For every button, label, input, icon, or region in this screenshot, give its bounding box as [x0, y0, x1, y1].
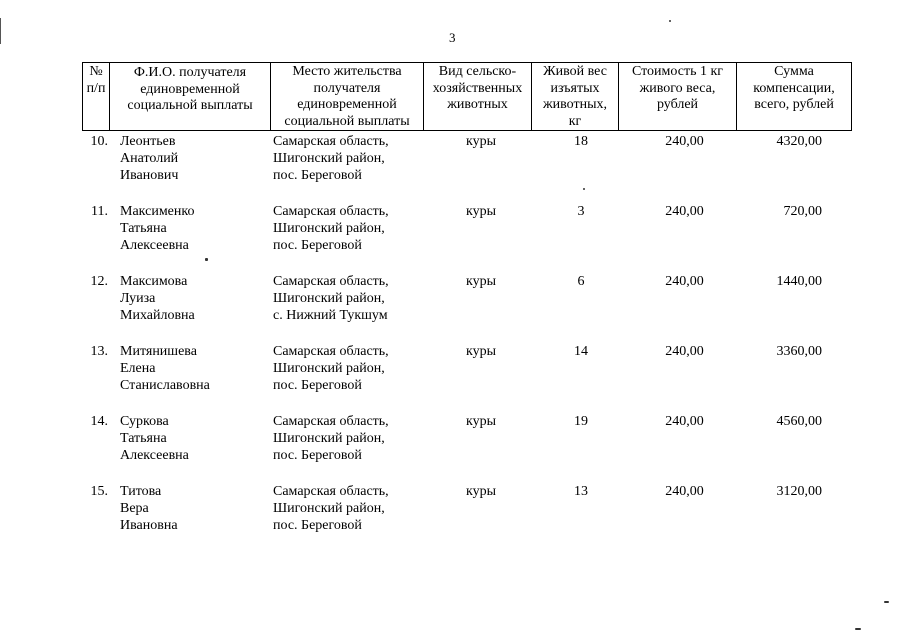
compensation-total: 3120,00: [776, 484, 822, 499]
table-row: [0, 133, 905, 193]
scan-edge-line: [0, 18, 1, 44]
row-number: 12.: [90, 274, 108, 289]
animal-type: куры: [465, 484, 496, 499]
residence: [273, 413, 418, 465]
recipient-name-line: Татьяна: [120, 221, 167, 237]
scan-speck: [855, 628, 861, 630]
recipient-name-line: Ивановна: [120, 518, 178, 534]
animal-type: куры: [465, 274, 496, 289]
scan-speck: [205, 258, 208, 261]
table-row: [0, 483, 905, 543]
row-number: 15.: [90, 484, 108, 499]
recipient-name: [120, 133, 265, 185]
header-line: изъятых: [550, 80, 600, 96]
residence-line: Самарская область,: [273, 344, 389, 359]
live-weight: 19: [574, 414, 588, 429]
row-number: 11.: [91, 204, 108, 219]
compensation-total: 3360,00: [776, 344, 822, 359]
residence-line: Самарская область,: [273, 134, 389, 149]
residence-line: с. Нижний Тукшум: [273, 308, 388, 324]
residence-line: Шигонский район,: [273, 151, 385, 167]
header-line: Стоимость 1 кг: [631, 64, 724, 79]
header-cell-price-per-kg: [619, 63, 737, 131]
recipient-name-line: Максимова: [120, 274, 188, 289]
header-line: Вид сельско-: [438, 64, 517, 79]
table-header: [82, 62, 852, 131]
residence: [273, 273, 418, 325]
recipient-name-line: Максименко: [120, 204, 195, 219]
header-line: п/п: [86, 80, 106, 96]
recipient-name-line: Анатолий: [120, 151, 179, 167]
header-cell-live-weight: [532, 63, 619, 131]
price-per-kg: 240,00: [665, 344, 704, 359]
header-line: социальной выплаты: [127, 98, 253, 113]
header-line: живого веса,: [639, 80, 716, 96]
table-row: [0, 273, 905, 333]
residence-line: пос. Береговой: [273, 238, 362, 254]
header-line: социальной выплаты: [284, 113, 410, 129]
recipient-name-line: Алексеевна: [120, 448, 189, 464]
price-per-kg: 240,00: [665, 414, 704, 429]
recipient-name-line: Луиза: [120, 291, 156, 307]
residence-line: пос. Береговой: [273, 378, 362, 394]
header-line: животных,: [542, 97, 607, 112]
compensation-total: 1440,00: [776, 274, 822, 289]
residence-line: Самарская область,: [273, 204, 389, 219]
residence: [273, 203, 418, 255]
animal-type: куры: [465, 414, 496, 429]
page-number: 3: [449, 30, 456, 45]
residence-line: Самарская область,: [273, 414, 389, 429]
header-line: получателя: [313, 80, 381, 96]
residence: [273, 133, 418, 185]
recipient-name-line: Митянишева: [120, 344, 197, 359]
header-line: Сумма: [774, 64, 814, 79]
residence-line: пос. Береговой: [273, 518, 362, 534]
header-row: [83, 63, 852, 131]
header-line: №: [89, 64, 103, 79]
residence-line: Шигонский район,: [273, 291, 385, 307]
residence: [273, 483, 418, 535]
header-cell-recipient-name: [110, 63, 271, 131]
live-weight: 14: [574, 344, 588, 359]
residence-line: Самарская область,: [273, 484, 389, 499]
animal-type: куры: [465, 344, 496, 359]
compensation-total: 4560,00: [776, 414, 822, 429]
recipient-name-line: Елена: [120, 361, 156, 377]
residence-line: Шигонский район,: [273, 431, 385, 447]
scan-speck: [669, 20, 671, 22]
recipient-name-line: Вера: [120, 501, 149, 517]
recipient-name-line: Татьяна: [120, 431, 167, 447]
header-line: Место жительства: [292, 64, 402, 79]
scan-speck: [884, 601, 889, 603]
header-cell-animal-type: [424, 63, 532, 131]
animal-type: куры: [465, 204, 496, 219]
recipient-name: [120, 483, 265, 535]
recipient-name-line: Титова: [120, 484, 162, 499]
residence-line: пос. Береговой: [273, 448, 362, 464]
recipient-name: [120, 413, 265, 465]
animal-type: куры: [465, 134, 496, 149]
live-weight: 18: [574, 134, 588, 149]
live-weight: 13: [574, 484, 588, 499]
header-line: кг: [568, 113, 582, 129]
price-per-kg: 240,00: [665, 484, 704, 499]
price-per-kg: 240,00: [665, 204, 704, 219]
header-line: единовременной: [140, 81, 240, 97]
recipient-name-line: Михайловна: [120, 308, 195, 324]
header-cell-number: [83, 63, 110, 131]
residence-line: Шигонский район,: [273, 221, 385, 237]
header-line: компенсации,: [753, 80, 835, 96]
live-weight: 6: [577, 274, 585, 289]
recipient-name: [120, 203, 265, 255]
header-line: животных: [447, 97, 508, 112]
header-line: Ф.И.О. получателя: [133, 65, 247, 80]
table-row: [0, 203, 905, 263]
compensation-total: 4320,00: [776, 134, 822, 149]
recipient-name: [120, 343, 265, 395]
recipient-name-line: Алексеевна: [120, 238, 189, 254]
row-number: 13.: [90, 344, 108, 359]
table-row: [0, 343, 905, 403]
header-line: всего, рублей: [754, 97, 834, 112]
residence-line: Самарская область,: [273, 274, 389, 289]
row-number: 10.: [90, 134, 108, 149]
residence: [273, 343, 418, 395]
residence-line: Шигонский район,: [273, 361, 385, 377]
scan-speck: [583, 188, 585, 190]
compensation-total: 720,00: [783, 204, 822, 219]
price-per-kg: 240,00: [665, 274, 704, 289]
recipient-name-line: Леонтьев: [120, 134, 176, 149]
recipient-name: [120, 273, 265, 325]
price-per-kg: 240,00: [665, 134, 704, 149]
table-row: [0, 413, 905, 473]
recipient-name-line: Станиславовна: [120, 378, 210, 394]
header-line: единовременной: [297, 97, 397, 112]
header-line: хозяйственных: [432, 80, 523, 96]
live-weight: 3: [577, 204, 585, 219]
recipient-name-line: Иванович: [120, 168, 179, 184]
header-cell-compensation-total: [737, 63, 852, 131]
header-cell-residence: [271, 63, 424, 131]
recipient-name-line: Суркова: [120, 414, 169, 429]
header-line: Живой вес: [543, 64, 607, 79]
residence-line: Шигонский район,: [273, 501, 385, 517]
header-line: рублей: [656, 97, 699, 112]
row-number: 14.: [90, 414, 108, 429]
residence-line: пос. Береговой: [273, 168, 362, 184]
